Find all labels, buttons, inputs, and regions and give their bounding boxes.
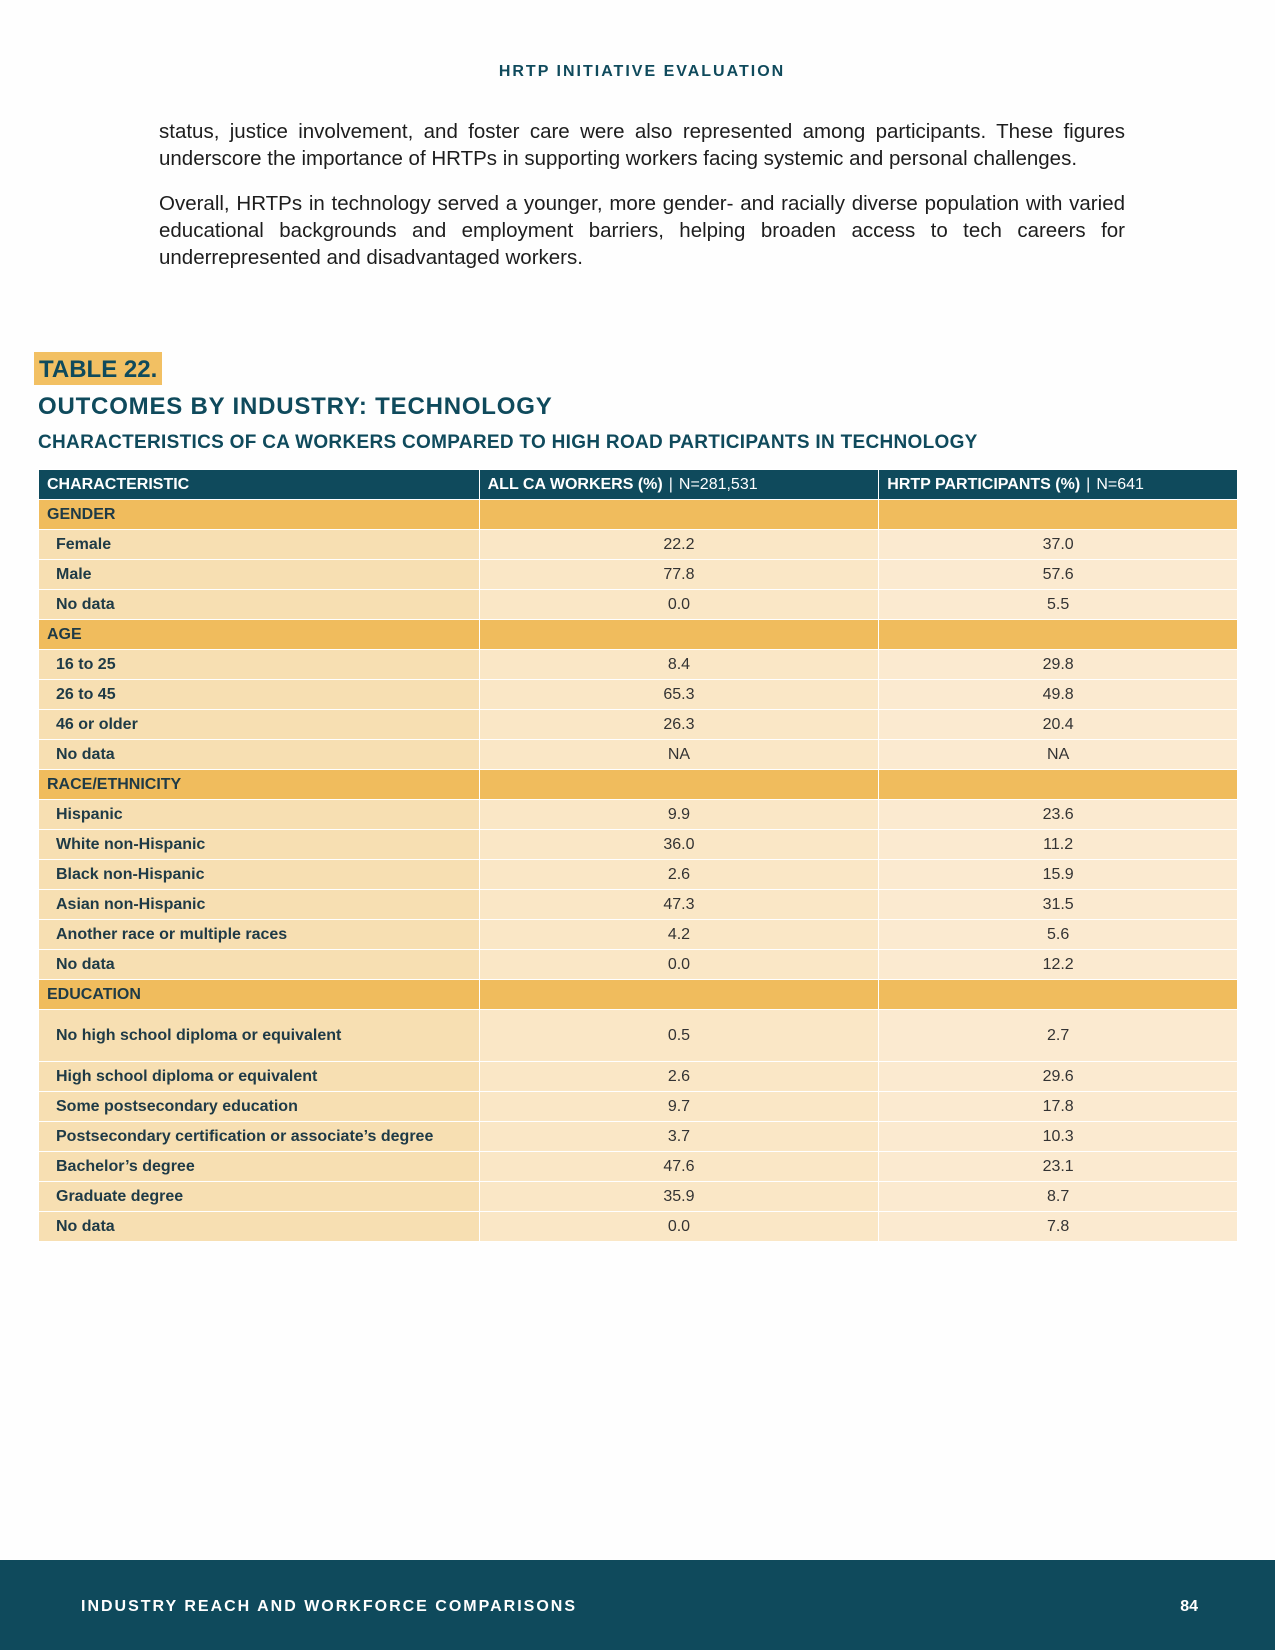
body-text (159, 118, 1125, 271)
table-header-row (39, 470, 1238, 500)
all-ca-workers-cell: 35.9 (479, 1182, 879, 1212)
table-row (39, 830, 1238, 860)
group-empty-cell (879, 620, 1238, 650)
hrtp-participants-cell: 7.8 (879, 1212, 1238, 1242)
table-row (39, 800, 1238, 830)
characteristic-cell: Bachelor’s degree (39, 1152, 480, 1182)
all-ca-workers-cell: 65.3 (479, 680, 879, 710)
table-row (39, 1152, 1238, 1182)
characteristic-cell: Postsecondary certification or associate’s degree (39, 1122, 480, 1152)
all-ca-workers-cell: 77.8 (479, 560, 879, 590)
hrtp-participants-cell: 23.6 (879, 800, 1238, 830)
hrtp-participants-cell: 11.2 (879, 830, 1238, 860)
characteristic-cell: Asian non-Hispanic (39, 890, 480, 920)
table-row (39, 1182, 1238, 1212)
table-row (39, 920, 1238, 950)
hrtp-participants-cell: NA (879, 740, 1238, 770)
paragraph: status, justice involvement, and foster care were also represented among participants. These figures underscore the importance of HRTPs in supporting workers facing systemic and personal challenges. (159, 120, 1125, 170)
table-row (39, 590, 1238, 620)
all-ca-workers-cell: 9.9 (479, 800, 879, 830)
characteristic-cell: No data (39, 950, 480, 980)
hrtp-participants-cell: 23.1 (879, 1152, 1238, 1182)
table-row (39, 1212, 1238, 1242)
characteristic-cell: 46 or older (39, 710, 480, 740)
hrtp-participants-cell: 17.8 (879, 1092, 1238, 1122)
header-all-ca-workers: ALL CA WORKERS (%) | N=281,531 (479, 470, 879, 500)
table-row (39, 1062, 1238, 1092)
page-footer (0, 1560, 1275, 1650)
hrtp-participants-cell: 29.6 (879, 1062, 1238, 1092)
table-row (39, 560, 1238, 590)
all-ca-workers-cell: 3.7 (479, 1122, 879, 1152)
hrtp-participants-cell: 2.7 (879, 1010, 1238, 1062)
group-empty-cell (879, 500, 1238, 530)
table-group-row (39, 500, 1238, 530)
all-ca-workers-cell: 36.0 (479, 830, 879, 860)
characteristic-cell: Male (39, 560, 480, 590)
hrtp-participants-cell: 49.8 (879, 680, 1238, 710)
table-group-row (39, 980, 1238, 1010)
all-ca-workers-cell: 47.3 (479, 890, 879, 920)
paragraph: Overall, HRTPs in technology served a younger, more gender- and racially diverse population with varied educational backgrounds and employment barriers, helping broaden access to tech careers for underrepresented and disadvantaged workers. (159, 192, 1125, 269)
characteristic-cell: No high school diploma or equivalent (39, 1010, 480, 1062)
characteristic-cell: No data (39, 1212, 480, 1242)
group-label: AGE (39, 620, 480, 650)
all-ca-workers-cell: NA (479, 740, 879, 770)
all-ca-workers-cell: 22.2 (479, 530, 879, 560)
all-ca-workers-cell: 0.5 (479, 1010, 879, 1062)
characteristic-cell: 16 to 25 (39, 650, 480, 680)
characteristic-cell: Some postsecondary education (39, 1092, 480, 1122)
table-row (39, 1010, 1238, 1062)
all-ca-workers-cell: 4.2 (479, 920, 879, 950)
hrtp-participants-cell: 5.6 (879, 920, 1238, 950)
all-ca-workers-cell: 0.0 (479, 1212, 879, 1242)
footer-section-title: INDUSTRY REACH AND WORKFORCE COMPARISONS (81, 1598, 578, 1615)
table-row (39, 1122, 1238, 1152)
header-hrtp-participants: HRTP PARTICIPANTS (%) | N=641 (879, 470, 1238, 500)
group-empty-cell (879, 980, 1238, 1010)
table-group-row (39, 620, 1238, 650)
group-label: RACE/ETHNICITY (39, 770, 480, 800)
table-row (39, 680, 1238, 710)
group-empty-cell (879, 770, 1238, 800)
table-row (39, 710, 1238, 740)
table-row (39, 890, 1238, 920)
table-subtitle: CHARACTERISTICS OF CA WORKERS COMPARED TO HIGH ROAD PARTICIPANTS IN TECHNOLOGY (38, 432, 978, 453)
table-group-row (39, 770, 1238, 800)
hrtp-participants-cell: 29.8 (879, 650, 1238, 680)
characteristic-cell: High school diploma or equivalent (39, 1062, 480, 1092)
group-empty-cell (479, 770, 879, 800)
characteristic-cell: No data (39, 740, 480, 770)
hrtp-participants-cell: 10.3 (879, 1122, 1238, 1152)
table-row (39, 530, 1238, 560)
characteristic-cell: Female (39, 530, 480, 560)
hrtp-participants-cell: 12.2 (879, 950, 1238, 980)
group-empty-cell (479, 620, 879, 650)
table-row (39, 740, 1238, 770)
characteristic-cell: 26 to 45 (39, 680, 480, 710)
hrtp-participants-cell: 8.7 (879, 1182, 1238, 1212)
table-row (39, 950, 1238, 980)
page-number: 84 (1180, 1598, 1198, 1615)
table-label: TABLE 22. (34, 352, 162, 385)
all-ca-workers-cell: 2.6 (479, 860, 879, 890)
characteristic-cell: Another race or multiple races (39, 920, 480, 950)
table-row (39, 650, 1238, 680)
running-head: HRTP INITIATIVE EVALUATION (498, 63, 786, 80)
hrtp-participants-cell: 15.9 (879, 860, 1238, 890)
characteristic-cell: Black non-Hispanic (39, 860, 480, 890)
table-row (39, 1092, 1238, 1122)
characteristic-cell: Hispanic (39, 800, 480, 830)
table-title: OUTCOMES BY INDUSTRY: TECHNOLOGY (38, 393, 553, 420)
all-ca-workers-cell: 0.0 (479, 590, 879, 620)
group-label: GENDER (39, 500, 480, 530)
characteristic-cell: Graduate degree (39, 1182, 480, 1212)
hrtp-participants-cell: 20.4 (879, 710, 1238, 740)
all-ca-workers-cell: 47.6 (479, 1152, 879, 1182)
all-ca-workers-cell: 9.7 (479, 1092, 879, 1122)
group-empty-cell (479, 980, 879, 1010)
characteristic-cell: White non-Hispanic (39, 830, 480, 860)
group-label: EDUCATION (39, 980, 480, 1010)
hrtp-participants-cell: 57.6 (879, 560, 1238, 590)
all-ca-workers-cell: 2.6 (479, 1062, 879, 1092)
table-body (39, 500, 1238, 1242)
all-ca-workers-cell: 26.3 (479, 710, 879, 740)
group-empty-cell (479, 500, 879, 530)
all-ca-workers-cell: 0.0 (479, 950, 879, 980)
characteristic-cell: No data (39, 590, 480, 620)
hrtp-participants-cell: 31.5 (879, 890, 1238, 920)
characteristics-table (38, 469, 1238, 1242)
header-characteristic: CHARACTERISTIC (39, 470, 480, 500)
hrtp-participants-cell: 37.0 (879, 530, 1238, 560)
hrtp-participants-cell: 5.5 (879, 590, 1238, 620)
all-ca-workers-cell: 8.4 (479, 650, 879, 680)
table-row (39, 860, 1238, 890)
